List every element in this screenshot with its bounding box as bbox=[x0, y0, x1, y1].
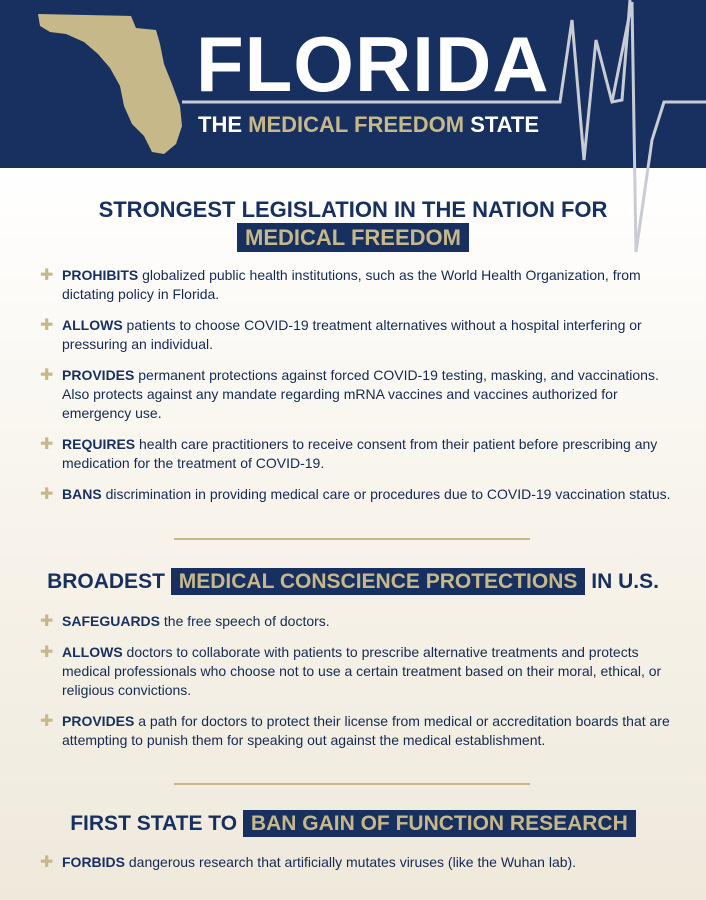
plus-icon: ✚ bbox=[40, 713, 54, 730]
item-text: permanent protections against forced COVID-19 testing, masking, and vaccinations. Also protects against any mandate regarding mRNA vaccines and vaccines authorized for emergency use. bbox=[62, 367, 659, 421]
section3-list bbox=[40, 853, 680, 884]
page-title: FLORIDA bbox=[196, 20, 550, 108]
item-text: globalized public health institutions, such as the World Health Organization, from dictating policy in Florida. bbox=[62, 267, 641, 302]
section3-heading-prefix: FIRST STATE TO bbox=[70, 812, 238, 835]
item-keyword: ALLOWS bbox=[62, 317, 123, 333]
section2-highlight-text: MEDICAL CONSCIENCE PROTECTIONS bbox=[171, 568, 586, 595]
item-keyword: PROVIDES bbox=[62, 367, 135, 383]
section1-heading: STRONGEST LEGISLATION IN THE NATION FOR bbox=[98, 197, 608, 222]
plus-icon: ✚ bbox=[40, 436, 54, 453]
list-item bbox=[40, 316, 680, 354]
subtitle-prefix: THE bbox=[198, 112, 242, 137]
item-text: health care practitioners to receive consent from their patient before prescribing any medication for the treatment of COVID-19. bbox=[62, 436, 658, 471]
list-item bbox=[40, 853, 680, 872]
item-keyword: REQUIRES bbox=[62, 436, 136, 452]
plus-icon: ✚ bbox=[40, 613, 54, 630]
plus-icon: ✚ bbox=[40, 854, 54, 871]
list-item bbox=[40, 643, 680, 700]
divider bbox=[174, 783, 530, 785]
section1-highlight-text: MEDICAL FREEDOM bbox=[237, 223, 469, 252]
plus-icon: ✚ bbox=[40, 486, 54, 503]
section1-list bbox=[40, 266, 680, 516]
item-text: a path for doctors to protect their license from medical or accreditation boards that are attempting to punish them for speaking out against the medical establishment. bbox=[62, 713, 670, 748]
section3-highlight-text: BAN GAIN OF FUNCTION RESEARCH bbox=[243, 810, 636, 837]
item-text: discrimination in providing medical care or procedures due to COVID-19 vaccination status. bbox=[105, 486, 671, 502]
item-keyword: SAFEGUARDS bbox=[62, 613, 161, 629]
list-item bbox=[40, 266, 680, 304]
item-text: dangerous research that artificially mutates viruses (like the Wuhan lab). bbox=[128, 854, 577, 870]
section2-heading-prefix: BROADEST bbox=[47, 570, 165, 593]
list-item bbox=[40, 435, 680, 473]
plus-icon: ✚ bbox=[40, 644, 54, 661]
item-keyword: PROVIDES bbox=[62, 713, 135, 729]
subtitle-suffix: STATE bbox=[470, 112, 540, 137]
list-item bbox=[40, 612, 680, 631]
list-item bbox=[40, 485, 680, 504]
item-text: doctors to collaborate with patients to prescribe alternative treatments and protects medical professionals who choose not to use a certain treatment based on their moral, ethical, or religious convictions. bbox=[62, 644, 662, 698]
divider bbox=[174, 538, 530, 540]
section1-heading-highlight bbox=[0, 224, 706, 252]
section2-heading-suffix: IN U.S. bbox=[591, 570, 659, 593]
plus-icon: ✚ bbox=[40, 267, 54, 284]
item-text: the free speech of doctors. bbox=[163, 613, 330, 629]
item-keyword: FORBIDS bbox=[62, 854, 125, 870]
list-item bbox=[40, 712, 680, 750]
section3-heading bbox=[0, 810, 706, 838]
item-keyword: ALLOWS bbox=[62, 644, 123, 660]
item-keyword: BANS bbox=[62, 486, 102, 502]
subtitle-highlight: MEDICAL FREEDOM bbox=[248, 112, 465, 137]
item-text: patients to choose COVID-19 treatment alternatives without a hospital interfering or pressuring an individual. bbox=[62, 317, 642, 352]
item-keyword: PROHIBITS bbox=[62, 267, 139, 283]
plus-icon: ✚ bbox=[40, 317, 54, 334]
list-item bbox=[40, 366, 680, 423]
plus-icon: ✚ bbox=[40, 367, 54, 384]
section2-list bbox=[40, 612, 680, 762]
section2-heading bbox=[0, 568, 706, 596]
